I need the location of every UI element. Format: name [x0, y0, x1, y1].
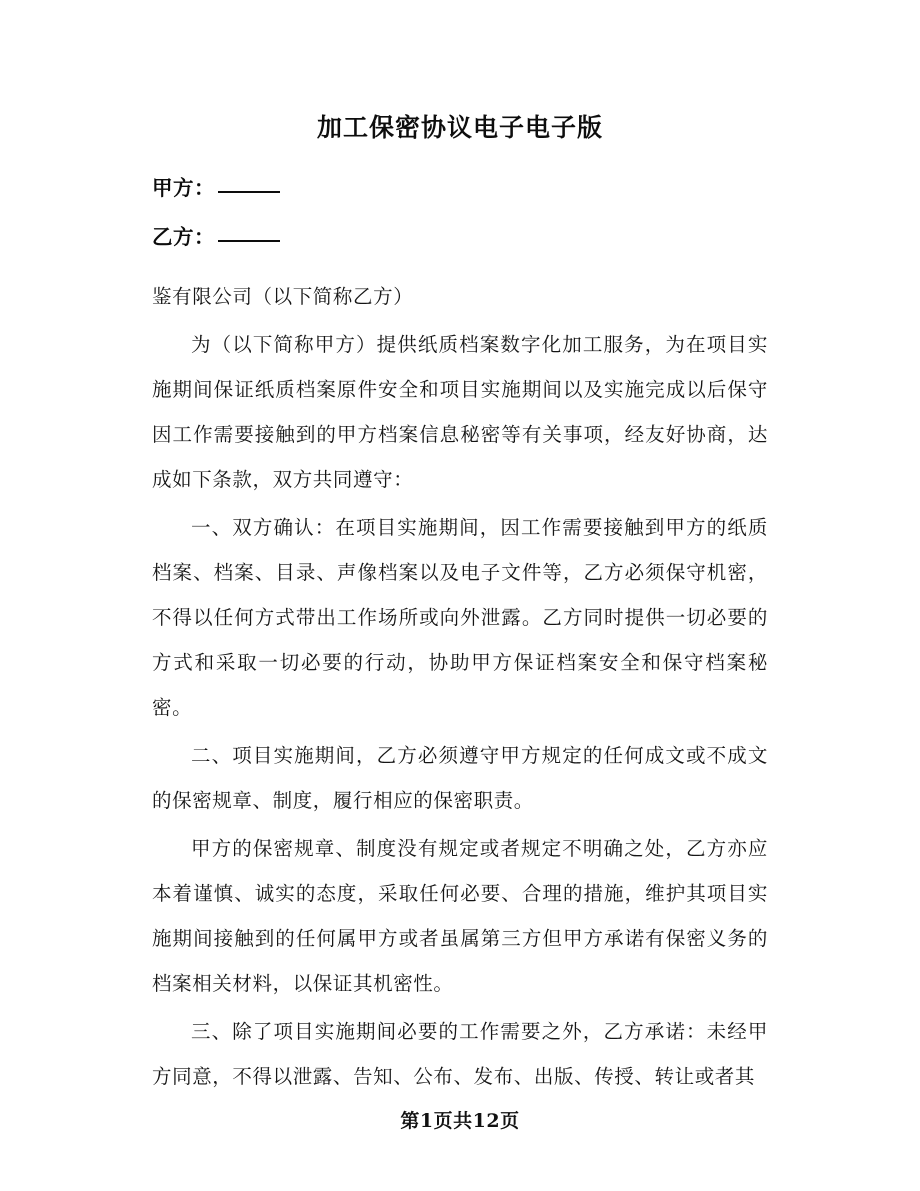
paragraph-company: 鉴有限公司（以下简称乙方） — [152, 284, 414, 308]
party-b-label: 乙方： — [152, 225, 215, 250]
page-title: 加工保密协议电子电子版 — [316, 113, 603, 142]
paragraph-preamble: 为（以下简称甲方）提供纸质档案数字化加工服务，为在项目实施期间保证纸质档案原件安全和项目实施期间以及实施完成以后保守因工作需要接触到的甲方档案信息秘密等有关事项，经友好协商，达成如下条款，双方共同遵守： — [152, 332, 768, 491]
paragraph-clause-3: 三、除了项目实施期间必要的工作需要之外，乙方承诺：未经甲方同意，不得以泄露、告知、公布、发布、出版、传授、转让或者其 — [152, 1019, 768, 1088]
paragraph-clause-2b: 甲方的保密规章、制度没有规定或者规定不明确之处，乙方亦应本着谨慎、诚实的态度，采取任何必要、合理的措施，维护其项目实施期间接触到的任何属甲方或者虽属第三方但甲方承诺有保密义务的档案相关材料，以保证其机密性。 — [152, 836, 768, 995]
party-b-line — [152, 224, 768, 252]
party-a-label: 甲方： — [152, 175, 215, 200]
page-number-label: 第1页共12页 — [400, 1110, 520, 1132]
page-footer — [0, 1106, 920, 1133]
paragraph-clause-2: 二、项目实施期间，乙方必须遵守甲方规定的任何成文或不成文的保密规章、制度，履行相应的保密职责。 — [152, 743, 768, 812]
party-a-line — [152, 175, 768, 203]
party-a-blank[interactable] — [218, 191, 280, 193]
paragraph-clause-1: 一、双方确认：在项目实施期间，因工作需要接触到甲方的纸质档案、档案、目录、声像档案以及电子文件等，乙方必须保守机密，不得以任何方式带出工作场所或向外泄露。乙方同时提供一切必要的方式和采取一切必要的行动，协助甲方保证档案安全和保守档案秘密。 — [152, 515, 768, 719]
document-content — [152, 0, 768, 1099]
party-b-blank[interactable] — [218, 240, 280, 242]
